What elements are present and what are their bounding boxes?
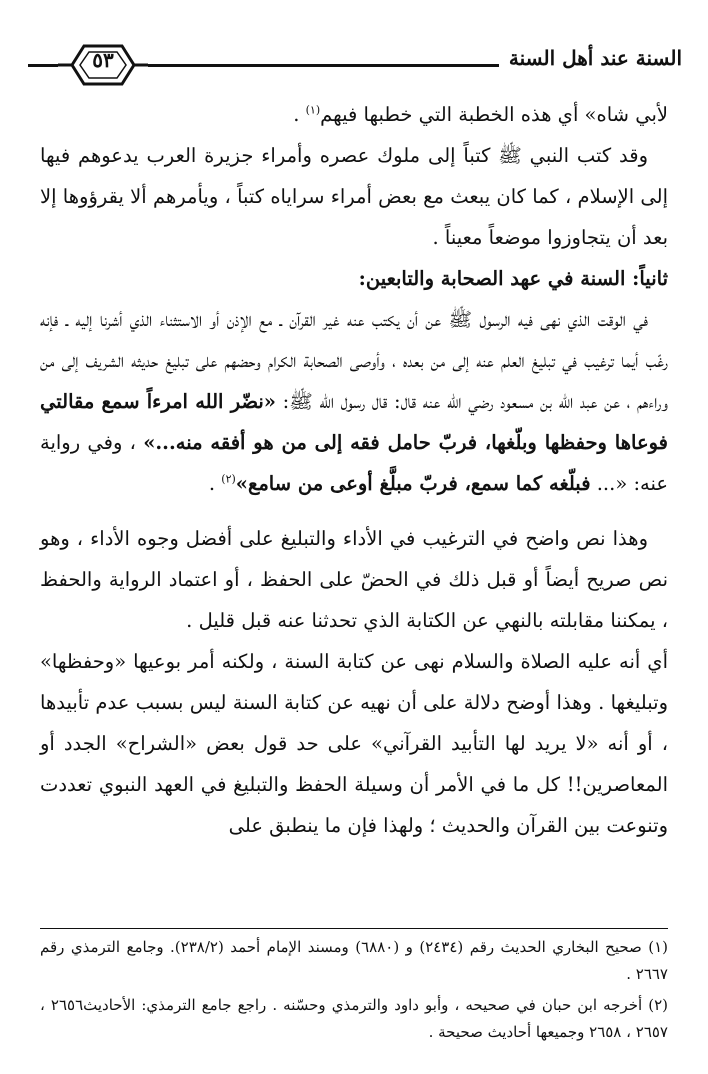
footnotes xyxy=(40,934,668,1046)
footnote: (١) صحيح البخاري الحديث رقم (٢٤٣٤) و (٦٨٨٠) ومسند الإمام أحمد (٢٣٨/٢). وجامع الترمذي رقم ٢٦٦٧ . xyxy=(40,938,668,983)
footnote-marker: (١) xyxy=(305,103,321,117)
running-title: السنة عند أهل السنة xyxy=(499,46,682,70)
paragraph: أي أنه عليه الصلاة والسلام نهى عن كتابة السنة ، ولكنه أمر بوعيها «وحفظها» وتبليغها . وهذا أوضح دلالة على أن نهيه عن كتابة السنة ليس بسبب عدم تأبيدها ، أو أنه «لا يريد لها التأبيد القرآني» على حد قول بعض «الشراح» الجدد أو المعاصرين!! كل ما في الأمر أن وسيلة الحفظ والتبليغ في العهد النبوي تعددت وتنوعت بين القرآن والحديث ؛ ولهذا فإن ما ينطبق على xyxy=(40,650,668,837)
footnote-rule xyxy=(40,928,668,929)
page-header xyxy=(28,40,682,90)
hadith-quote: «نضّر الله امرءاً سمع مقالتي فوعاها وحفظها وبلّغها، فربّ حامل فقه إلى من هو أفقه منه...» xyxy=(40,390,668,454)
text-run: . xyxy=(208,472,216,495)
main-text xyxy=(40,94,668,846)
section-heading: ثانياً: السنة في عهد الصحابة والتابعين: xyxy=(358,267,668,290)
footnote: (٢) أخرجه ابن حبان في صحيحه ، وأبو داود والترمذي وحسّنه . راجع جامع الترمذي: الأحاديث٢٦٥٦ ، ٢٦٥٧ ، ٢٦٥٨ وجميعها أحاديث صحيحة . xyxy=(40,996,669,1041)
page-number-badge xyxy=(58,40,148,90)
text-run: في الوقت الذي نهى فيه الرسول ﷺ عن أن يكتب عنه غير القرآن ـ مع الإذن أو الاستثناء الذي أشرنا إليه ـ فإنه رغّب أيما ترغيب في تبليغ العلم عنه إلى من بعده ، وأوصى الصحابة الكرام وحضهم على تبليغ حديثه الشريف إلى من وراءهم ، عن عبد الله بن مسعود رضي الله عنه قال: قال رسول الله ﷺ: xyxy=(40,308,668,413)
paragraph xyxy=(40,94,668,135)
paragraph: وهذا نص واضح في الترغيب في الأداء والتبليغ على أفضل وجوه الأداء ، وهو نص صريح أيضاً أو قبل ذلك في الحضّ على الحفظ ، أو اعتماد الرواية والحفظ ، يمكننا مقابلته بالنهي عن الكتابة الذي تحدثنا عنه قبل قليل . xyxy=(40,527,668,632)
text-run: . xyxy=(293,103,300,126)
paragraph xyxy=(40,299,668,504)
page-number: ٥٣ xyxy=(92,48,114,72)
hadith-quote: فبلّغه كما سمع، فربّ مبلَّغ أوعى من سامع» xyxy=(235,472,591,495)
text-run: ، وفي رواية عنه: «... xyxy=(40,431,668,495)
text-run: لأبي شاه» أي هذه الخطبة التي خطبها فيهم xyxy=(320,103,668,126)
paragraph: وقد كتب النبي ﷺ كتباً إلى ملوك عصره وأمراء جزيرة العرب يدعوهم فيها إلى الإسلام ، كما كان يبعث مع بعض أمراء سراياه كتباً ، ويأمرهم ألا يقرؤوها إلا بعد أن يتجاوزوا موضعاً معيناً . xyxy=(40,144,668,249)
footnote-marker: (٢) xyxy=(221,472,236,486)
